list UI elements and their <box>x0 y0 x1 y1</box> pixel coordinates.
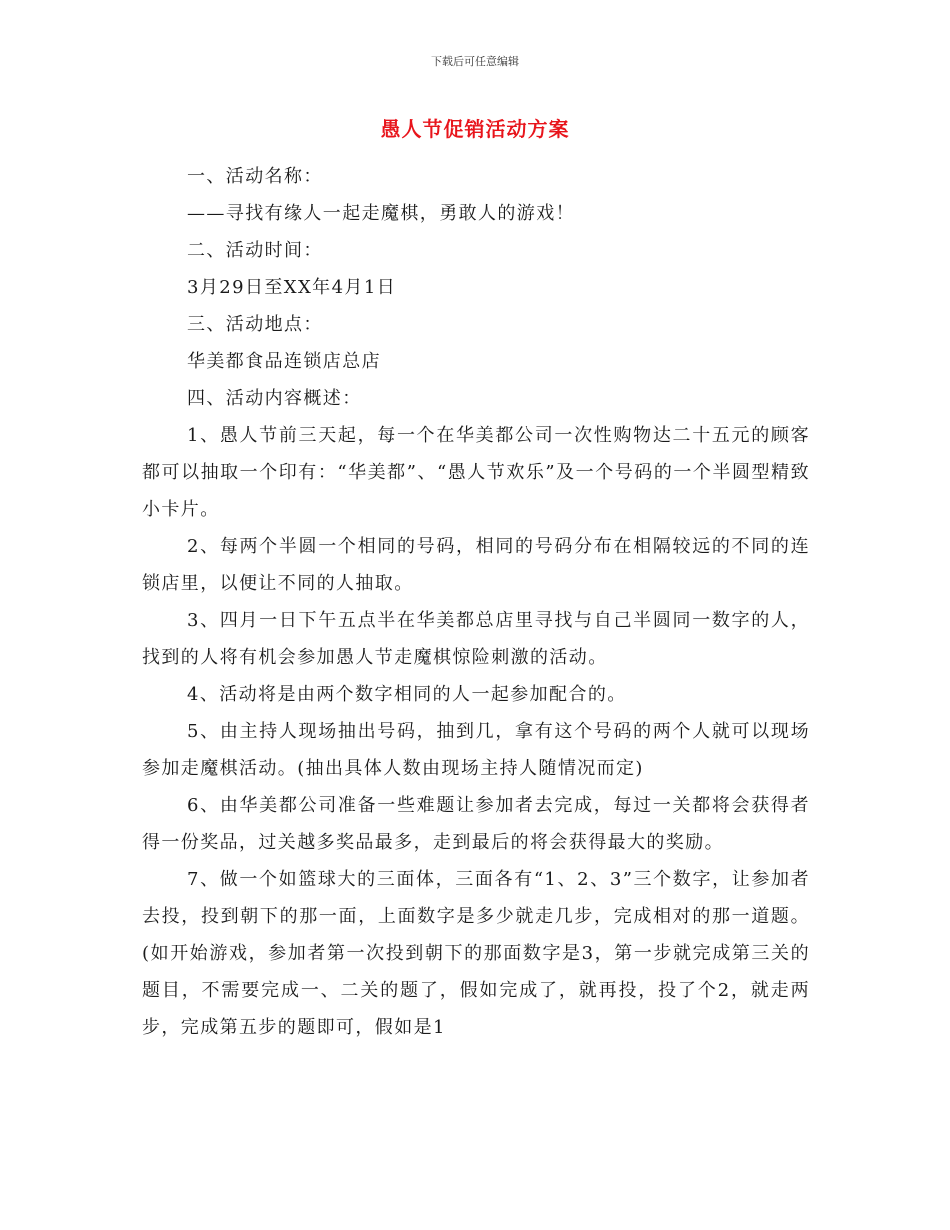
paragraph: ——寻找有缘人一起走魔棋，勇敢人的游戏！ <box>187 203 575 224</box>
paragraph: 二、活动时间： <box>187 240 323 261</box>
paragraph: 华美都食品连锁店总店 <box>187 351 381 372</box>
document-body <box>142 158 810 1046</box>
header-note: 下载后可任意编辑 <box>431 55 519 68</box>
paragraph: 6、由华美都公司准备一些难题让参加者去完成，每过一关都将会获得者得一份奖品，过关越多奖品最多，走到最后的将会获得最大的奖励。 <box>142 795 810 853</box>
paragraph: 2、每两个半圆一个相同的号码，相同的号码分布在相隔较远的不同的连锁店里，以便让不同的人抽取。 <box>142 536 810 594</box>
paragraph: 5、由主持人现场抽出号码，抽到几，拿有这个号码的两个人就可以现场参加走魔棋活动。(抽出具体人数由现场主持人随情况而定) <box>142 721 810 779</box>
document-title: 愚人节促销活动方案 <box>380 117 570 141</box>
paragraph: 7、做一个如篮球大的三面体，三面各有“1、2、3”三个数字，让参加者去投，投到朝下的那一面，上面数字是多少就走几步，完成相对的那一道题。(如开始游戏，参加者第一次投到朝下的那面数字是3，第一步就完成第三关的题目，不需要完成一、二关的题了，假如完成了，就再投，投了个2，就走两步，完成第五步的题即可，假如是1 <box>142 869 810 1038</box>
paragraph: 4、活动将是由两个数字相同的人一起参加配合的。 <box>187 684 627 705</box>
paragraph: 四、活动内容概述： <box>187 388 362 409</box>
paragraph: 三、活动地点： <box>187 314 323 335</box>
paragraph: 一、活动名称： <box>187 166 323 187</box>
paragraph: 3月29日至XX年4月1日 <box>187 277 397 298</box>
paragraph: 3、四月一日下午五点半在华美都总店里寻找与自己半圆同一数字的人，找到的人将有机会参加愚人节走魔棋惊险刺激的活动。 <box>142 610 810 668</box>
paragraph: 1、愚人节前三天起，每一个在华美都公司一次性购物达二十五元的顾客都可以抽取一个印有：“华美都”、“愚人节欢乐”及一个号码的一个半圆型精致小卡片。 <box>142 425 810 520</box>
